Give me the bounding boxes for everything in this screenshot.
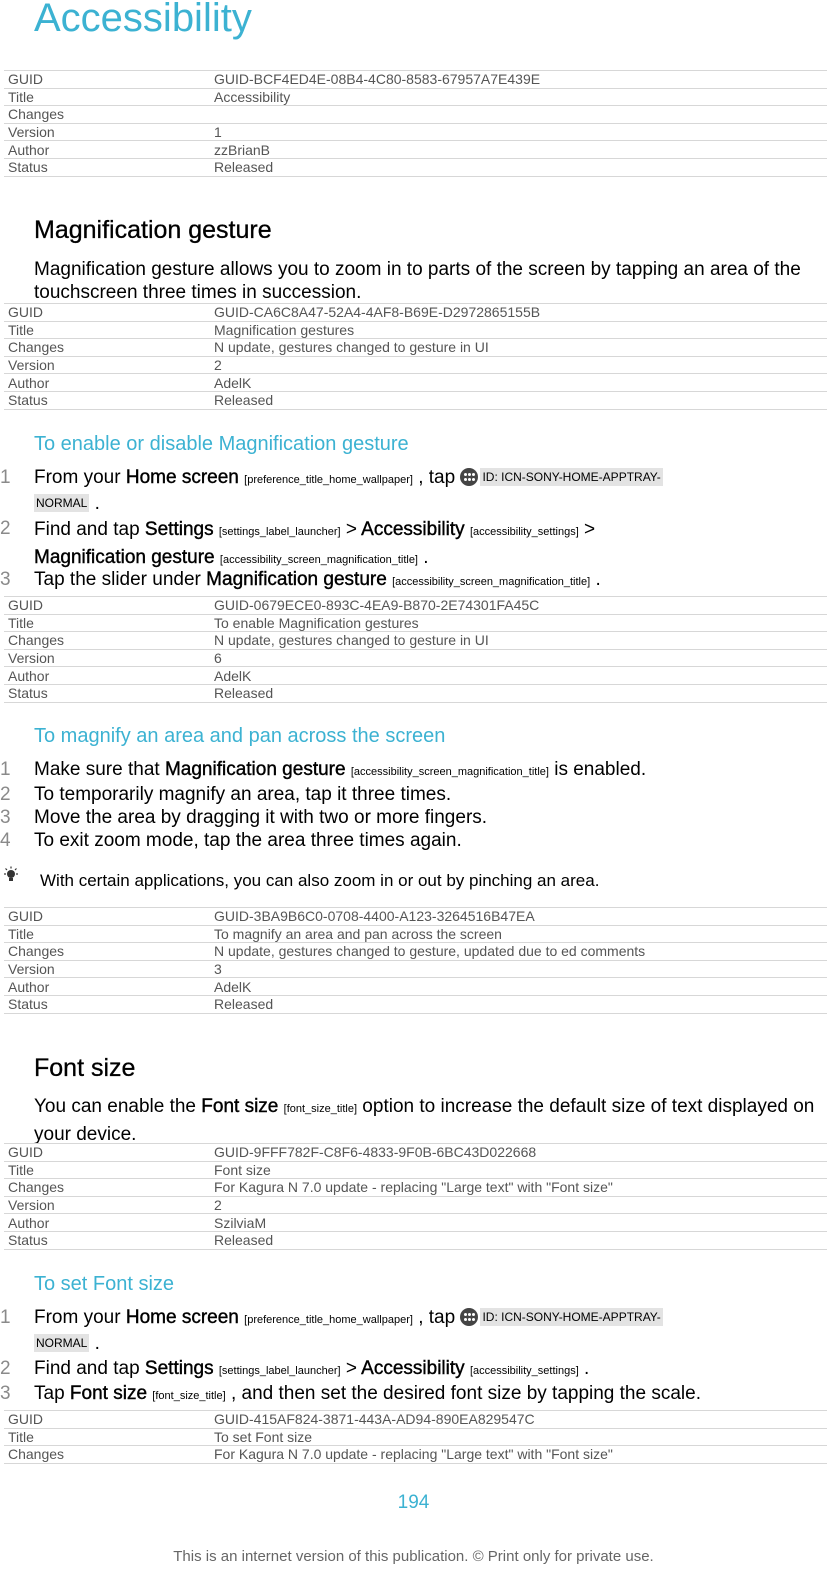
font-size-intro [34, 1094, 824, 1147]
meta-status: Released [210, 391, 827, 409]
meta-key: Version [4, 649, 210, 667]
string-id: [accessibility_settings] [469, 526, 579, 538]
ui-label-magnification-gesture: Magnification gesture [206, 569, 387, 590]
meta-key: Title [4, 1428, 210, 1446]
ui-label-font-size: Font size [69, 1383, 148, 1404]
meta-version: 2 [210, 1196, 827, 1214]
meta-title: Magnification gestures [210, 321, 827, 339]
ui-label-accessibility: Accessibility [361, 519, 465, 540]
meta-author: SzilviaM [210, 1214, 827, 1232]
step-text: , tap [412, 1307, 461, 1328]
step-item [0, 466, 827, 518]
step-number: 2 [0, 518, 11, 539]
meta-changes: N update, gestures changed to gesture in UI [210, 339, 827, 357]
string-id: [settings_label_launcher] [218, 1365, 341, 1377]
meta-key: Title [4, 88, 210, 106]
step-text: Move the area by dragging it with two or more fingers. [34, 807, 488, 828]
ui-label-accessibility: Accessibility [361, 1358, 465, 1379]
meta-guid: GUID-BCF4ED4E-08B4-4C80-8583-67957A7E439E [210, 71, 827, 89]
ui-label-magnification-gesture: Magnification gesture [34, 547, 215, 568]
magnification-intro: Magnification gesture allows you to zoom in to parts of the screen by tapping an area of the touchscreen three times in succession. [34, 259, 801, 303]
step-number: 2 [0, 784, 11, 805]
icon-id-label: NORMAL [36, 1336, 88, 1350]
step-text: Make sure that [34, 759, 165, 780]
meta-author: AdelK [210, 667, 827, 685]
meta-status: Released [210, 158, 827, 176]
set-font-section-heading: To set Font size [34, 1273, 175, 1295]
meta-version: 3 [210, 960, 827, 978]
step-text: is enabled. [548, 759, 647, 780]
meta-author: AdelK [210, 374, 827, 392]
string-id: [preference_title_home_wallpaper] [244, 474, 413, 486]
meta-key: Title [4, 1161, 210, 1179]
meta-key: GUID [4, 1144, 210, 1162]
meta-author: AdelK [210, 978, 827, 996]
meta-key: GUID [4, 71, 210, 89]
meta-author: zzBrianB [210, 141, 827, 159]
meta-key: Author [4, 374, 210, 392]
meta-key: GUID [4, 597, 210, 615]
icon-id-label: ID: ICN-SONY-HOME-APPTRAY- [482, 470, 661, 484]
step-text: > [340, 519, 362, 540]
meta-key: Status [4, 158, 210, 176]
step-item [0, 1306, 827, 1358]
ui-label-settings: Settings [144, 519, 214, 540]
meta-key: GUID [4, 1411, 210, 1429]
meta-key: Author [4, 667, 210, 685]
metadata-table [4, 303, 827, 410]
icon-id-label: ID: ICN-SONY-HOME-APPTRAY- [482, 1310, 661, 1324]
string-id: [accessibility_screen_magnification_title] [350, 766, 549, 778]
page-title: Accessibility [34, 0, 252, 40]
step-text: Find and tap [34, 1358, 145, 1379]
meta-changes: For Kagura N 7.0 update - replacing "Large text" with "Font size" [210, 1446, 827, 1464]
tip-text: With certain applications, you can also zoom in or out by pinching an area. [40, 871, 600, 890]
step-text: From your [34, 467, 126, 488]
meta-changes: For Kagura N 7.0 update - replacing "Large text" with "Font size" [210, 1179, 827, 1197]
step-text: Tap the slider under [34, 569, 207, 590]
meta-key: Changes [4, 943, 210, 961]
meta-key: GUID [4, 304, 210, 322]
step-text: > [578, 519, 596, 540]
string-id: [preference_title_home_wallpaper] [244, 1314, 413, 1326]
meta-key: Title [4, 614, 210, 632]
intro-text: You can enable the [34, 1096, 202, 1117]
step-text: , tap [412, 467, 461, 488]
metadata-table [4, 907, 827, 1014]
meta-title: To magnify an area and pan across the screen [210, 925, 827, 943]
meta-guid: GUID-415AF824-3871-443A-AD94-890EA829547C [210, 1411, 827, 1429]
step-text: . [590, 569, 601, 590]
meta-key: Author [4, 141, 210, 159]
enable-section-heading: To enable or disable Magnification gesture [34, 433, 409, 455]
step-item [0, 568, 827, 594]
meta-key: Changes [4, 632, 210, 650]
meta-key: Author [4, 1214, 210, 1232]
meta-key: Title [4, 321, 210, 339]
meta-status: Released [210, 995, 827, 1013]
lightbulb-icon [2, 866, 22, 886]
step-text: To temporarily magnify an area, tap it three times. [34, 784, 452, 805]
step-number: 3 [0, 569, 11, 590]
string-id: [accessibility_screen_magnification_title] [392, 576, 591, 588]
step-text: From your [34, 1307, 126, 1328]
step-number: 1 [0, 467, 11, 488]
step-text: . [418, 547, 429, 568]
meta-changes: N update, gestures changed to gesture, updated due to ed comments [210, 943, 827, 961]
meta-key: Status [4, 1231, 210, 1249]
ui-label-font-size: Font size [201, 1096, 279, 1117]
ui-label-home-screen: Home screen [125, 467, 239, 488]
meta-key: Version [4, 1196, 210, 1214]
metadata-table [4, 596, 827, 703]
string-id: [accessibility_settings] [469, 1365, 579, 1377]
meta-key: Version [4, 123, 210, 141]
meta-key: Status [4, 391, 210, 409]
meta-key: Changes [4, 339, 210, 357]
meta-key: Status [4, 995, 210, 1013]
step-text: > [340, 1358, 362, 1379]
ui-label-home-screen: Home screen [125, 1307, 239, 1328]
meta-status: Released [210, 684, 827, 702]
meta-key: Version [4, 960, 210, 978]
string-id: [font_size_title] [152, 1390, 226, 1402]
step-number: 2 [0, 1358, 11, 1379]
meta-version: 6 [210, 649, 827, 667]
app-tray-icon [460, 468, 478, 486]
page-number: 194 [397, 1492, 430, 1513]
magnification-heading: Magnification gesture [34, 216, 272, 244]
meta-guid: GUID-3BA9B6C0-0708-4400-A123-3264516B47EA [210, 908, 827, 926]
meta-key: Author [4, 978, 210, 996]
icon-id-label: NORMAL [36, 496, 88, 510]
meta-key: Title [4, 925, 210, 943]
meta-version: 2 [210, 356, 827, 374]
step-item [0, 517, 827, 567]
metadata-table [4, 1410, 827, 1464]
intro-text: option to increase the default size of text displayed on your device. [34, 1096, 815, 1145]
meta-status: Released [210, 1231, 827, 1249]
step-number: 4 [0, 830, 11, 851]
step-text: To exit zoom mode, tap the area three times again. [34, 830, 462, 851]
step-text: Tap [34, 1383, 70, 1404]
step-text: . [578, 1358, 590, 1379]
meta-key: Changes [4, 1179, 210, 1197]
pan-section-heading: To magnify an area and pan across the screen [34, 725, 446, 747]
string-id: [settings_label_launcher] [218, 526, 341, 538]
app-tray-icon [460, 1308, 478, 1326]
meta-title: Font size [210, 1161, 827, 1179]
step-text: , and then set the desired font size by tapping the scale. [225, 1383, 701, 1404]
meta-key: Changes [4, 1446, 210, 1464]
meta-changes [210, 106, 827, 124]
metadata-table [4, 1143, 827, 1250]
meta-key: Changes [4, 106, 210, 124]
meta-title: Accessibility [210, 88, 827, 106]
metadata-table [4, 70, 827, 177]
footer-note: This is an internet version of this publication. © Print only for private use. [173, 1548, 654, 1565]
step-number: 3 [0, 807, 11, 828]
meta-guid: GUID-0679ECE0-893C-4EA9-B870-2E74301FA45C [210, 597, 827, 615]
step-text: . [89, 1333, 100, 1354]
meta-key: Version [4, 356, 210, 374]
string-id: [font_size_title] [283, 1103, 358, 1115]
meta-changes: N update, gestures changed to gesture in UI [210, 632, 827, 650]
font-size-heading: Font size [34, 1054, 136, 1082]
step-number: 1 [0, 759, 11, 780]
meta-key: GUID [4, 908, 210, 926]
step-number: 3 [0, 1383, 11, 1404]
meta-title: To enable Magnification gestures [210, 614, 827, 632]
step-text: . [89, 493, 100, 514]
meta-key: Status [4, 684, 210, 702]
ui-label-settings: Settings [144, 1358, 214, 1379]
step-number: 1 [0, 1307, 11, 1328]
meta-title: To set Font size [210, 1428, 827, 1446]
step-text: Find and tap [34, 519, 145, 540]
meta-version: 1 [210, 123, 827, 141]
meta-guid: GUID-CA6C8A47-52A4-4AF8-B69E-D2972865155B [210, 304, 827, 322]
ui-label-magnification-gesture: Magnification gesture [164, 759, 346, 780]
string-id: [accessibility_screen_magnification_title] [219, 554, 418, 566]
meta-guid: GUID-9FFF782F-C8F6-4833-9F0B-6BC43D022668 [210, 1144, 827, 1162]
